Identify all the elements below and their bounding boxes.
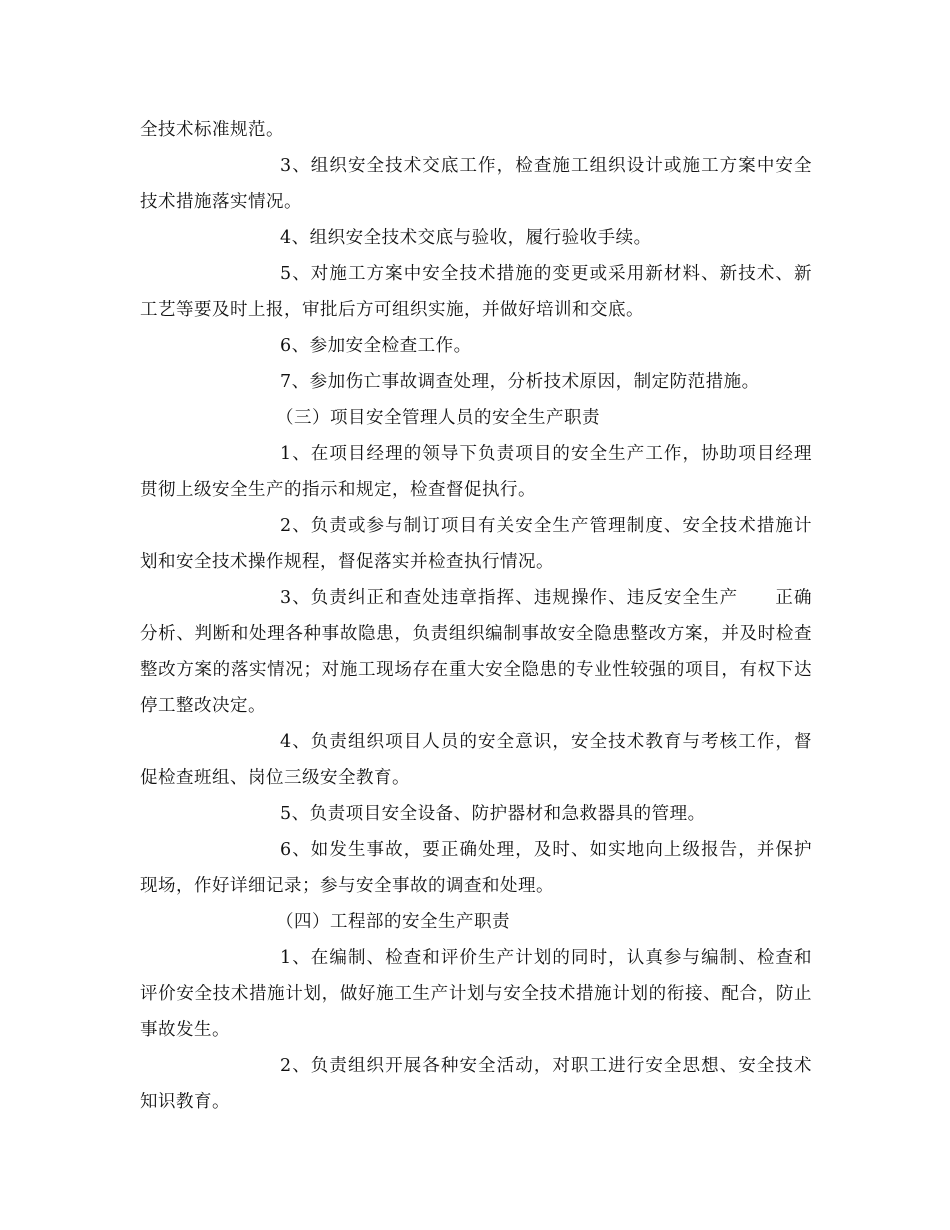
paragraph: 5、负责项目安全设备、防护器材和急救器具的管理。	[280, 804, 706, 824]
paragraph: 4、负责组织项目人员的安全意识，安全技术教育与考核工作，督促检查班组、岗位三级安全教育。	[140, 732, 812, 788]
paragraph: 2、负责或参与制订项目有关安全生产管理制度、安全技术措施计划和安全技术操作规程，督促落实并检查执行情况。	[140, 516, 812, 572]
section-heading: （三）项目安全管理人员的安全生产职责	[276, 408, 600, 428]
paragraph: 7、参加伤亡事故调查处理，分析技术原因，制定防范措施。	[280, 372, 760, 392]
paragraph: 1、在编制、检查和评价生产计划的同时，认真参与编制、检查和评价安全技术措施计划，做好施工生产计划与安全技术措施计划的衔接、配合，防止事故发生。	[140, 948, 812, 1040]
section-heading: （四）工程部的安全生产职责	[276, 912, 510, 932]
paragraph: 3、负责纠正和查处违章指挥、违规操作、违反安全生产 正确分析、判断和处理各种事故隐患，负责组织编制事故安全隐患整改方案，并及时检查整改方案的落实情况；对施工现场存在重大安全隐患的专业性较强的项目，有权下达停工整改决定。	[140, 588, 812, 716]
paragraph: 6、如发生事故，要正确处理，及时、如实地向上级报告，并保护现场，作好详细记录；参与安全事故的调查和处理。	[140, 840, 812, 896]
paragraph: 4、组织安全技术交底与验收，履行验收手续。	[280, 228, 652, 248]
paragraph: 6、参加安全检查工作。	[280, 336, 472, 356]
paragraph: 3、组织安全技术交底工作，检查施工组织设计或施工方案中安全技术措施落实情况。	[140, 156, 812, 212]
document-body	[140, 112, 812, 1120]
paragraph: 2、负责组织开展各种安全活动，对职工进行安全思想、安全技术知识教育。	[140, 1056, 812, 1112]
paragraph: 全技术标准规范。	[140, 120, 284, 140]
paragraph: 1、在项目经理的领导下负责项目的安全生产工作，协助项目经理贯彻上级安全生产的指示和规定，检查督促执行。	[140, 444, 812, 500]
paragraph: 5、对施工方案中安全技术措施的变更或采用新材料、新技术、新工艺等要及时上报，审批后方可组织实施，并做好培训和交底。	[140, 264, 812, 320]
